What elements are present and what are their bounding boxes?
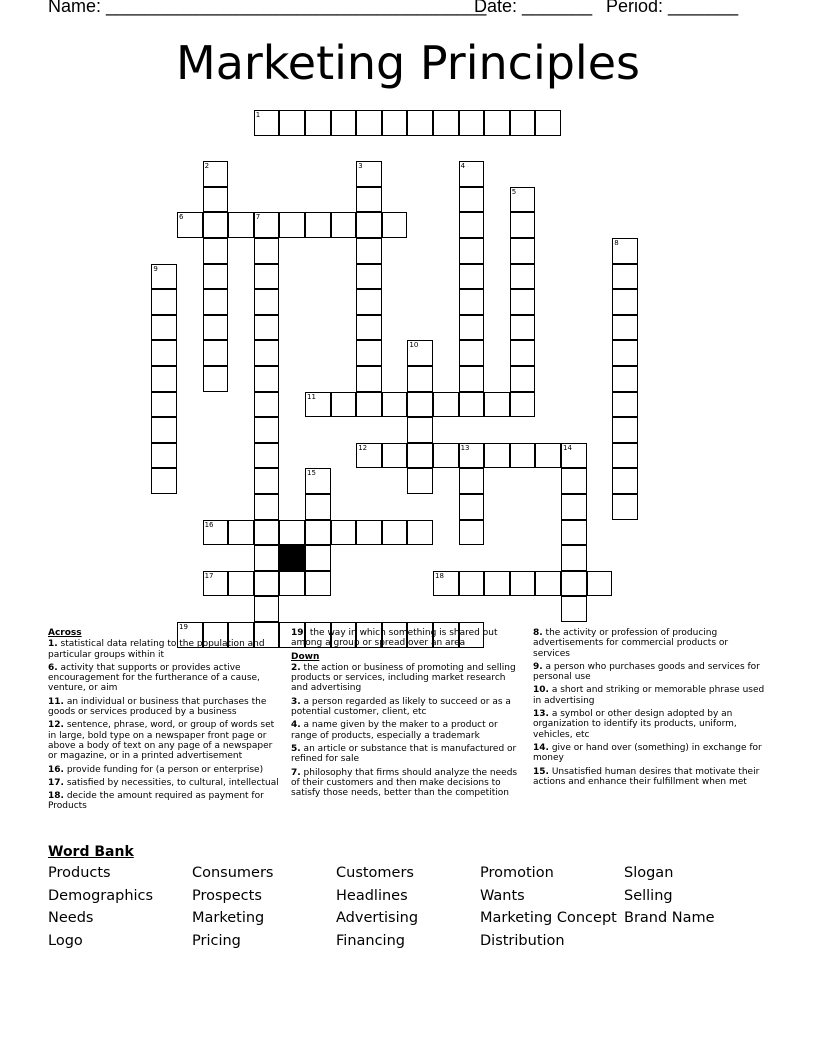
grid-cell[interactable]: [254, 238, 280, 264]
grid-cell[interactable]: [151, 289, 177, 315]
word-bank-item: Consumers: [192, 865, 274, 881]
grid-cell[interactable]: [459, 392, 485, 418]
clue-text: the way in which something is shared out among a group or spread over an area: [291, 628, 498, 649]
word-bank-item: Customers: [336, 865, 414, 881]
grid-cell[interactable]: [612, 443, 638, 469]
across-clue-list-cont: [291, 628, 523, 649]
clue-text: decide the amount required as payment for Products: [48, 791, 264, 812]
grid-cell[interactable]: [510, 392, 536, 418]
date-field[interactable]: Date: _______: [474, 0, 593, 16]
grid-cell[interactable]: [151, 417, 177, 443]
grid-cell[interactable]: [254, 366, 280, 392]
clue-number: 14.: [533, 742, 549, 753]
word-bank-item: Distribution: [480, 932, 565, 949]
clue-number: 1: [255, 111, 261, 119]
grid-cell[interactable]: [459, 340, 485, 366]
across-clue: [48, 791, 280, 812]
clue-number: 16: [204, 520, 214, 529]
grid-cell[interactable]: [459, 212, 485, 238]
word-bank-item: Pricing: [192, 932, 241, 949]
grid-cell[interactable]: [356, 340, 382, 366]
grid-cell[interactable]: [279, 110, 305, 136]
grid-cell[interactable]: [356, 289, 382, 315]
grid-cell[interactable]: [203, 366, 229, 392]
clue-text: a person regarded as likely to succeed or as a potential customer, client, etc: [291, 696, 511, 718]
grid-cell[interactable]: [151, 468, 177, 494]
clues-column-1: [48, 628, 280, 815]
grid-cell[interactable]: [561, 443, 587, 469]
grid-cell[interactable]: [612, 340, 638, 366]
grid-cell[interactable]: [612, 366, 638, 392]
grid-cell[interactable]: [561, 468, 587, 494]
grid-cell[interactable]: [228, 571, 254, 597]
grid-cell[interactable]: [331, 392, 357, 418]
grid-cell[interactable]: [305, 520, 331, 546]
grid-cell[interactable]: [612, 494, 638, 520]
down-clue: [291, 663, 523, 694]
clue-number: 18.: [48, 791, 64, 802]
grid-cell[interactable]: [356, 212, 382, 238]
grid-cell[interactable]: [254, 212, 280, 238]
clue-number: 11.: [48, 696, 64, 707]
grid-block-cell: [279, 545, 305, 571]
clue-text: philosophy that firms should analyze the needs of their customers and then make decisions to satisfy those needs, better than the competition: [291, 767, 518, 799]
grid-cell[interactable]: [356, 187, 382, 213]
word-bank-item: Demographics: [48, 887, 154, 904]
word-bank-item: Headlines: [336, 887, 408, 904]
word-bank-item: Advertising: [336, 910, 419, 926]
down-clue: [533, 685, 765, 706]
grid-cell[interactable]: [510, 366, 536, 392]
grid-cell[interactable]: [382, 212, 408, 238]
grid-cell[interactable]: [254, 520, 280, 546]
clue-number: 9: [153, 264, 158, 273]
grid-cell[interactable]: [459, 110, 485, 136]
word-bank-item: Brand Name: [624, 910, 715, 926]
word-bank-item: Promotion: [480, 865, 554, 881]
grid-cell[interactable]: [459, 161, 485, 187]
clues-column-2: [291, 628, 523, 801]
grid-cell[interactable]: [305, 212, 331, 238]
clue-number: 14: [563, 443, 572, 452]
grid-cell[interactable]: [459, 187, 485, 213]
grid-cell[interactable]: [510, 187, 536, 213]
grid-cell[interactable]: [612, 238, 638, 264]
word-bank-item: Marketing Concept: [480, 910, 617, 926]
grid-cell[interactable]: [510, 212, 536, 238]
across-clue: [48, 639, 280, 660]
grid-cell[interactable]: [151, 443, 177, 469]
clues-column-3: [533, 628, 765, 790]
grid-cell[interactable]: [305, 571, 331, 597]
clue-number: 13.: [533, 709, 549, 720]
clue-text: activity that supports or provides active encouragement for the furtherance of a cause, venture, or aim: [48, 662, 260, 694]
clue-text: Unsatisfied human desires that motivate their actions and enhance their fulfillment when met: [533, 766, 760, 787]
down-clue-list-cont: [533, 628, 765, 787]
grid-cell[interactable]: [459, 571, 485, 597]
grid-cell[interactable]: [254, 443, 280, 469]
clue-number: 6.: [48, 662, 58, 673]
grid-cell[interactable]: [612, 315, 638, 341]
grid-cell[interactable]: [612, 392, 638, 418]
grid-cell[interactable]: [203, 212, 229, 238]
clue-number: 8: [614, 239, 619, 247]
clue-number: 4.: [291, 720, 301, 731]
grid-cell[interactable]: [510, 110, 536, 136]
clue-text: satisfied by necessities, to cultural, intellectual: [63, 777, 279, 788]
grid-cell[interactable]: [254, 494, 280, 520]
clue-text: an individual or business that purchases the goods or services produced by a business: [48, 696, 267, 718]
grid-cell[interactable]: [356, 161, 382, 187]
across-clue: [48, 720, 280, 761]
grid-cell[interactable]: [612, 289, 638, 315]
grid-cell[interactable]: [356, 110, 382, 136]
grid-cell[interactable]: [203, 520, 229, 546]
grid-cell[interactable]: [331, 212, 357, 238]
clue-number: 7: [255, 213, 261, 222]
grid-cell[interactable]: [459, 366, 485, 392]
grid-cell[interactable]: [254, 110, 280, 136]
grid-cell[interactable]: [535, 110, 561, 136]
across-clue: [291, 628, 523, 649]
clue-number: 15.: [533, 766, 549, 777]
grid-cell[interactable]: [459, 468, 485, 494]
grid-cell[interactable]: [459, 315, 485, 341]
grid-cell[interactable]: [510, 340, 536, 366]
clue-text: provide funding for (a person or enterprise): [63, 764, 264, 775]
grid-cell[interactable]: [484, 110, 510, 136]
clue-number: 1.: [48, 639, 58, 650]
down-clue: [291, 697, 523, 718]
down-clue: [533, 743, 765, 764]
grid-cell[interactable]: [407, 443, 433, 469]
clue-number: 3.: [291, 696, 301, 707]
grid-cell[interactable]: [433, 443, 459, 469]
grid-cell[interactable]: [459, 264, 485, 290]
grid-cell[interactable]: [203, 289, 229, 315]
grid-cell[interactable]: [228, 212, 254, 238]
grid-cell[interactable]: [510, 571, 536, 597]
grid-cell[interactable]: [151, 315, 177, 341]
clue-text: statistical data relating to the population and particular groups within it: [48, 639, 265, 660]
grid-cell[interactable]: [433, 392, 459, 418]
grid-cell[interactable]: [356, 264, 382, 290]
grid-cell[interactable]: [151, 340, 177, 366]
grid-cell[interactable]: [510, 289, 536, 315]
grid-cell[interactable]: [305, 392, 331, 418]
grid-cell[interactable]: [254, 468, 280, 494]
clue-text: a name given by the maker to a product or range of products, especially a trademark: [291, 720, 498, 741]
grid-cell[interactable]: [331, 520, 357, 546]
grid-cell[interactable]: [254, 417, 280, 443]
clue-number: 19: [179, 623, 188, 631]
word-bank-item: Logo: [48, 932, 83, 949]
grid-cell[interactable]: [459, 494, 485, 520]
grid-cell[interactable]: [279, 520, 305, 546]
name-field[interactable]: Name: ______________________________________: [48, 0, 487, 16]
grid-cell[interactable]: [407, 340, 433, 366]
clue-number: 2.: [291, 662, 301, 673]
grid-cell[interactable]: [254, 340, 280, 366]
grid-cell[interactable]: [254, 571, 280, 597]
grid-cell[interactable]: [305, 468, 331, 494]
grid-cell[interactable]: [254, 596, 280, 622]
grid-cell[interactable]: [561, 520, 587, 546]
grid-cell[interactable]: [254, 315, 280, 341]
word-bank-item: Financing: [336, 932, 405, 949]
grid-cell[interactable]: [407, 392, 433, 418]
grid-cell[interactable]: [356, 366, 382, 392]
across-clue: [48, 765, 280, 775]
grid-cell[interactable]: [203, 315, 229, 341]
grid-cell[interactable]: [203, 238, 229, 264]
grid-cell[interactable]: [561, 545, 587, 571]
clue-text: a short and striking or memorable phrase used in advertising: [533, 685, 765, 706]
grid-cell[interactable]: [203, 187, 229, 213]
grid-cell[interactable]: [407, 110, 433, 136]
down-clue: [291, 768, 523, 799]
grid-cell[interactable]: [484, 571, 510, 597]
grid-cell[interactable]: [151, 392, 177, 418]
clue-number: 11: [307, 392, 316, 401]
grid-cell[interactable]: [279, 571, 305, 597]
grid-cell[interactable]: [356, 392, 382, 418]
clue-number: 15: [307, 469, 316, 478]
clue-text: a person who purchases goods and services for personal use: [533, 661, 760, 683]
clue-text: the activity or profession of producing advertisements for commercial products or services: [533, 628, 729, 659]
down-clue-list: [291, 663, 523, 799]
grid-cell[interactable]: [407, 468, 433, 494]
clue-number: 2: [204, 162, 210, 171]
clue-number: 17: [204, 571, 214, 580]
clue-number: 6: [179, 213, 184, 222]
grid-cell[interactable]: [561, 596, 587, 622]
grid-cell[interactable]: [612, 417, 638, 443]
clue-text: the action or business of promoting and selling products or services, including market research and advertising: [291, 662, 516, 694]
grid-cell[interactable]: [331, 110, 357, 136]
word-bank-item: Slogan: [624, 865, 674, 881]
grid-cell[interactable]: [510, 443, 536, 469]
grid-cell[interactable]: [433, 110, 459, 136]
grid-cell[interactable]: [305, 110, 331, 136]
grid-cell[interactable]: [177, 212, 203, 238]
grid-cell[interactable]: [305, 545, 331, 571]
grid-cell[interactable]: [382, 443, 408, 469]
down-clue: [533, 628, 765, 659]
clue-number: 4: [460, 162, 466, 171]
grid-cell[interactable]: [254, 392, 280, 418]
grid-cell[interactable]: [459, 443, 485, 469]
clue-number: 12.: [48, 720, 64, 731]
clue-number: 17.: [48, 777, 64, 788]
grid-cell[interactable]: [459, 520, 485, 546]
grid-cell[interactable]: [484, 443, 510, 469]
grid-cell[interactable]: [228, 520, 254, 546]
page-title: Marketing Principles: [176, 36, 640, 90]
clue-text: sentence, phrase, word, or group of words set in large, bold type on a newspaper front page or above a body of text on any page of a newspaper or magazine, or in a printed advertisement: [48, 720, 275, 762]
clue-number: 9.: [533, 661, 543, 672]
clue-number: 10.: [533, 685, 549, 696]
grid-cell[interactable]: [382, 392, 408, 418]
grid-cell[interactable]: [254, 545, 280, 571]
grid-cell[interactable]: [459, 238, 485, 264]
across-heading: Across: [48, 628, 82, 638]
grid-cell[interactable]: [561, 494, 587, 520]
grid-cell[interactable]: [561, 571, 587, 597]
clue-number: 12: [358, 443, 368, 452]
clue-number: 18: [435, 571, 444, 580]
clue-number: 7.: [291, 767, 301, 778]
clue-number: 8.: [533, 628, 543, 638]
across-clue-list: [48, 639, 280, 811]
grid-cell[interactable]: [382, 110, 408, 136]
grid-cell[interactable]: [382, 520, 408, 546]
grid-cell[interactable]: [203, 161, 229, 187]
grid-cell[interactable]: [510, 264, 536, 290]
grid-cell[interactable]: [356, 520, 382, 546]
grid-cell[interactable]: [612, 468, 638, 494]
grid-cell[interactable]: [356, 443, 382, 469]
word-bank-title: Word Bank: [48, 844, 134, 860]
grid-cell[interactable]: [356, 238, 382, 264]
grid-cell[interactable]: [407, 366, 433, 392]
down-clue: [291, 744, 523, 765]
clue-number: 13: [460, 443, 470, 452]
grid-cell[interactable]: [254, 289, 280, 315]
grid-cell[interactable]: [254, 264, 280, 290]
down-clue: [533, 767, 765, 788]
grid-cell[interactable]: [407, 520, 433, 546]
grid-cell[interactable]: [151, 264, 177, 290]
grid-cell[interactable]: [203, 571, 229, 597]
clue-text: give or hand over (something) in exchange for money: [533, 742, 762, 764]
grid-cell[interactable]: [510, 238, 536, 264]
grid-cell[interactable]: [356, 315, 382, 341]
grid-cell[interactable]: [510, 315, 536, 341]
clue-text: a symbol or other design adopted by an organization to identify its products, uniform, vehicles, etc: [533, 709, 737, 740]
word-bank-item: Selling: [624, 887, 673, 904]
grid-cell[interactable]: [305, 494, 331, 520]
grid-cell[interactable]: [203, 340, 229, 366]
word-bank-item: Prospects: [192, 887, 262, 904]
grid-cell[interactable]: [587, 571, 613, 597]
clue-text: an article or substance that is manufactured or refined for sale: [291, 743, 517, 765]
down-clue: [291, 720, 523, 741]
grid-cell[interactable]: [484, 392, 510, 418]
grid-cell[interactable]: [612, 264, 638, 290]
grid-cell[interactable]: [203, 264, 229, 290]
grid-cell[interactable]: [279, 212, 305, 238]
grid-cell[interactable]: [535, 443, 561, 469]
grid-cell[interactable]: [151, 366, 177, 392]
clue-number: 5.: [291, 743, 301, 754]
grid-cell[interactable]: [535, 571, 561, 597]
down-heading: Down: [291, 651, 320, 662]
clue-number: 16.: [48, 764, 64, 775]
clue-number: 3: [358, 162, 363, 171]
grid-cell[interactable]: [433, 571, 459, 597]
word-bank-item: Needs: [48, 910, 94, 926]
period-field[interactable]: Period: _______: [606, 0, 739, 16]
grid-cell[interactable]: [407, 417, 433, 443]
clue-number: 5: [511, 187, 517, 196]
across-clue: [48, 697, 280, 718]
across-clue: [48, 778, 280, 788]
word-bank-item: Products: [48, 865, 111, 881]
word-bank-item: Marketing: [192, 910, 265, 926]
grid-cell[interactable]: [459, 289, 485, 315]
down-clue: [533, 662, 765, 683]
across-clue: [48, 663, 280, 694]
clue-number: 10: [409, 341, 419, 350]
clue-number: 19.: [291, 628, 307, 638]
word-bank-item: Wants: [480, 887, 525, 904]
down-clue: [533, 709, 765, 740]
